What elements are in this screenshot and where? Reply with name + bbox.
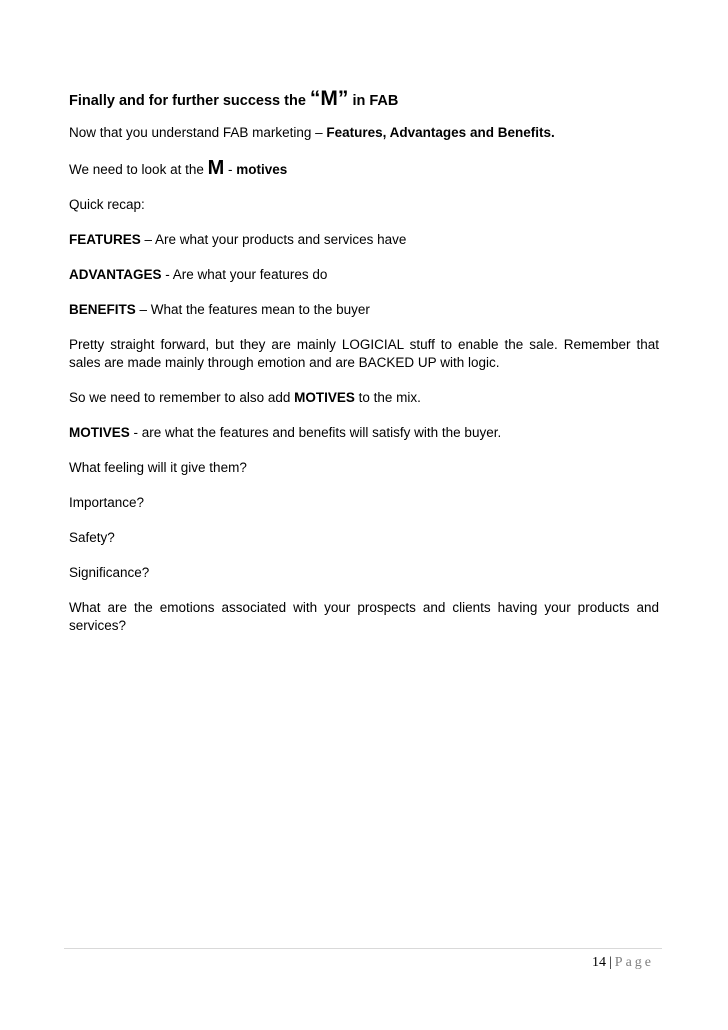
motives-definition-paragraph [69, 424, 659, 442]
emotions-question: What are the emotions associated with your prospects and clients having your products and services? [69, 600, 659, 633]
heading-text-after: in FAB [348, 93, 399, 109]
advantages-paragraph [69, 266, 659, 284]
add-motives-paragraph [69, 389, 659, 407]
add-motives-bold: MOTIVES [294, 390, 355, 405]
intro-paragraph [69, 124, 659, 142]
safety-question: Safety? [69, 530, 115, 545]
section-heading [69, 87, 659, 110]
heading-big-m: “M” [309, 87, 349, 110]
logical-paragraph: Pretty straight forward, but they are mainly LOGICIAL stuff to enable the sale. Remember that sales are made mainly through emotion and are BACKED UP with logic. [69, 337, 659, 370]
motives-intro-paragraph [69, 159, 659, 179]
motives-line-bold: motives [236, 162, 288, 177]
features-term: FEATURES [69, 232, 141, 247]
motives-line-text: We need to look at the [69, 162, 208, 177]
importance-question: Importance? [69, 495, 145, 510]
heading-text-before: Finally and for further success the [69, 93, 310, 109]
page-footer [592, 955, 654, 971]
page-content [69, 87, 659, 652]
benefits-term: BENEFITS [69, 302, 136, 317]
intro-text: Now that you understand FAB marketing – [69, 125, 327, 140]
motives-definition-text: - are what the features and benefits will satisfy with the buyer. [129, 425, 502, 440]
footer-separator: | [608, 955, 612, 970]
motives-line-big-m: M [207, 157, 225, 179]
intro-bold: Features, Advantages and Benefits. [326, 125, 555, 140]
motives-definition-term: MOTIVES [69, 425, 130, 440]
page-number: 14 [591, 955, 606, 970]
significance-question: Significance? [69, 565, 150, 580]
feeling-question: What feeling will it give them? [69, 460, 247, 475]
advantages-text: - Are what your features do [161, 267, 328, 282]
benefits-paragraph [69, 301, 659, 319]
add-motives-before: So we need to remember to also add [69, 390, 295, 405]
features-text: – Are what your products and services have [140, 232, 407, 247]
advantages-term: ADVANTAGES [69, 267, 162, 282]
page-label: Page [614, 955, 654, 970]
add-motives-after: to the mix. [354, 390, 421, 405]
recap-paragraph: Quick recap: [69, 197, 145, 212]
footer-divider [64, 948, 662, 949]
features-paragraph [69, 231, 659, 249]
benefits-text: – What the features mean to the buyer [135, 302, 370, 317]
motives-line-dash: - [224, 162, 237, 177]
